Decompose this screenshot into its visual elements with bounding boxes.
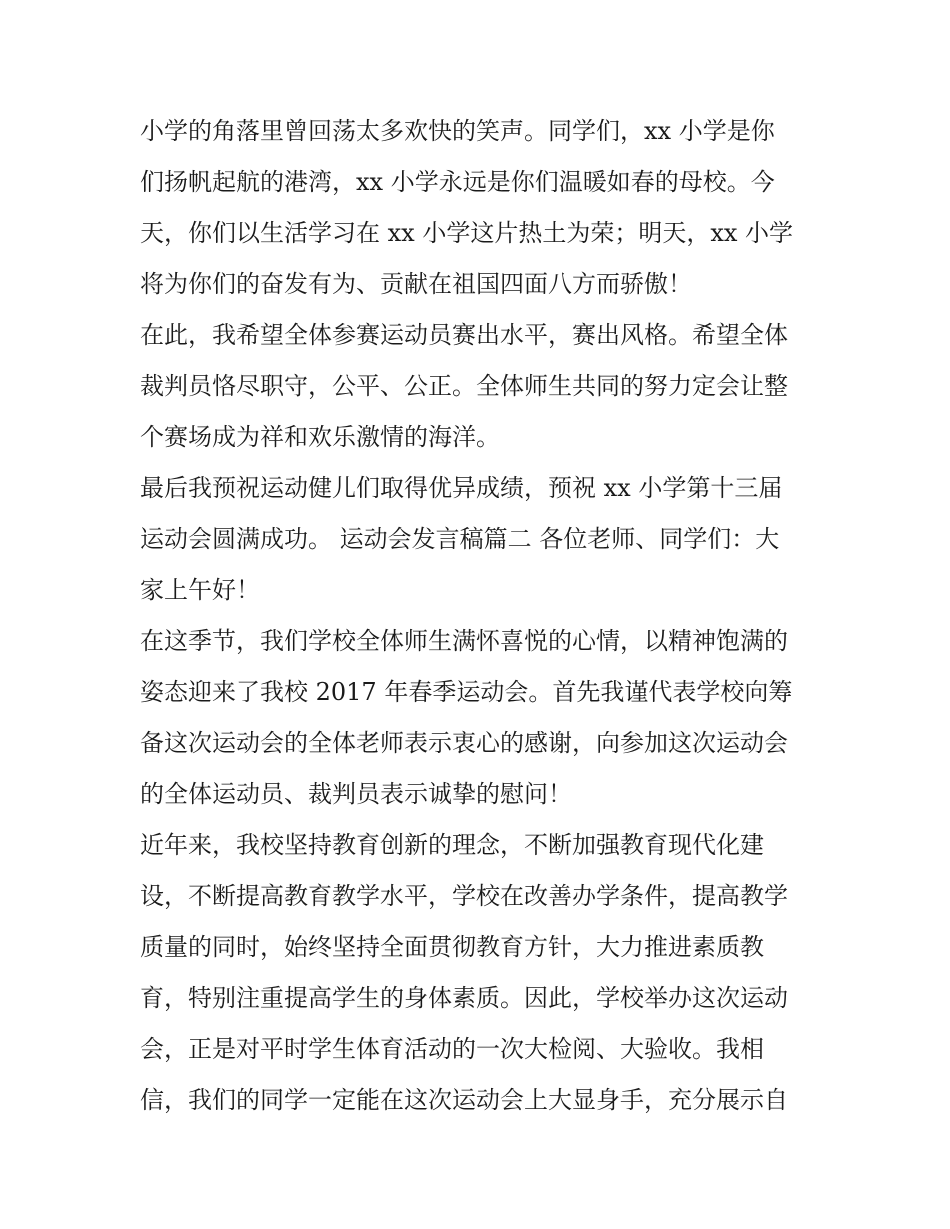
text-line: 裁判员恪尽职守，公平、公正。全体师生共同的努力定会让整 — [140, 372, 788, 400]
text-line: 将为你们的奋发有为、贡献在祖国四面八方而骄傲！ — [140, 270, 692, 298]
text-line: 近年来，我校坚持教育创新的理念，不断加强教育现代化建 — [140, 831, 764, 859]
text-line: 的全体运动员、裁判员表示诚挚的慰问！ — [140, 780, 572, 808]
text-line: 小学的角落里曾回荡太多欢快的笑声。同学们，xx 小学是你 — [140, 117, 775, 145]
text-line: 质量的同时，始终坚持全面贯彻教育方针，大力推进素质教 — [140, 933, 764, 961]
text-line: 家上午好！ — [140, 576, 260, 604]
text-line: 最后我预祝运动健儿们取得优异成绩，预祝 xx 小学第十三届 — [140, 474, 783, 502]
text-line: 信，我们的同学一定能在这次运动会上大显身手，充分展示自 — [140, 1086, 788, 1114]
text-line: 在这季节，我们学校全体师生满怀喜悦的心情，以精神饱满的 — [140, 627, 788, 655]
text-line: 们扬帆起航的港湾，xx 小学永远是你们温暖如春的母校。今 — [140, 168, 775, 196]
text-line: 个赛场成为祥和欢乐激情的海洋。 — [140, 423, 500, 451]
text-line: 天，你们以生活学习在 xx 小学这片热土为荣；明天，xx 小学 — [140, 219, 794, 247]
text-line: 会，正是对平时学生体育活动的一次大检阅、大验收。我相 — [140, 1035, 764, 1063]
text-line: 育，特别注重提高学生的身体素质。因此，学校举办这次运动 — [140, 984, 788, 1012]
body-text — [140, 106, 820, 1126]
text-line: 设，不断提高教育教学水平，学校在改善办学条件，提高教学 — [140, 882, 788, 910]
text-line: 在此，我希望全体参赛运动员赛出水平，赛出风格。希望全体 — [140, 321, 788, 349]
text-line: 备这次运动会的全体老师表示衷心的感谢，向参加这次运动会 — [140, 729, 788, 757]
text-line: 运动会圆满成功。 运动会发言稿篇二 各位老师、同学们：大 — [140, 525, 780, 553]
text-line: 姿态迎来了我校 2017 年春季运动会。首先我谨代表学校向筹 — [140, 678, 793, 706]
